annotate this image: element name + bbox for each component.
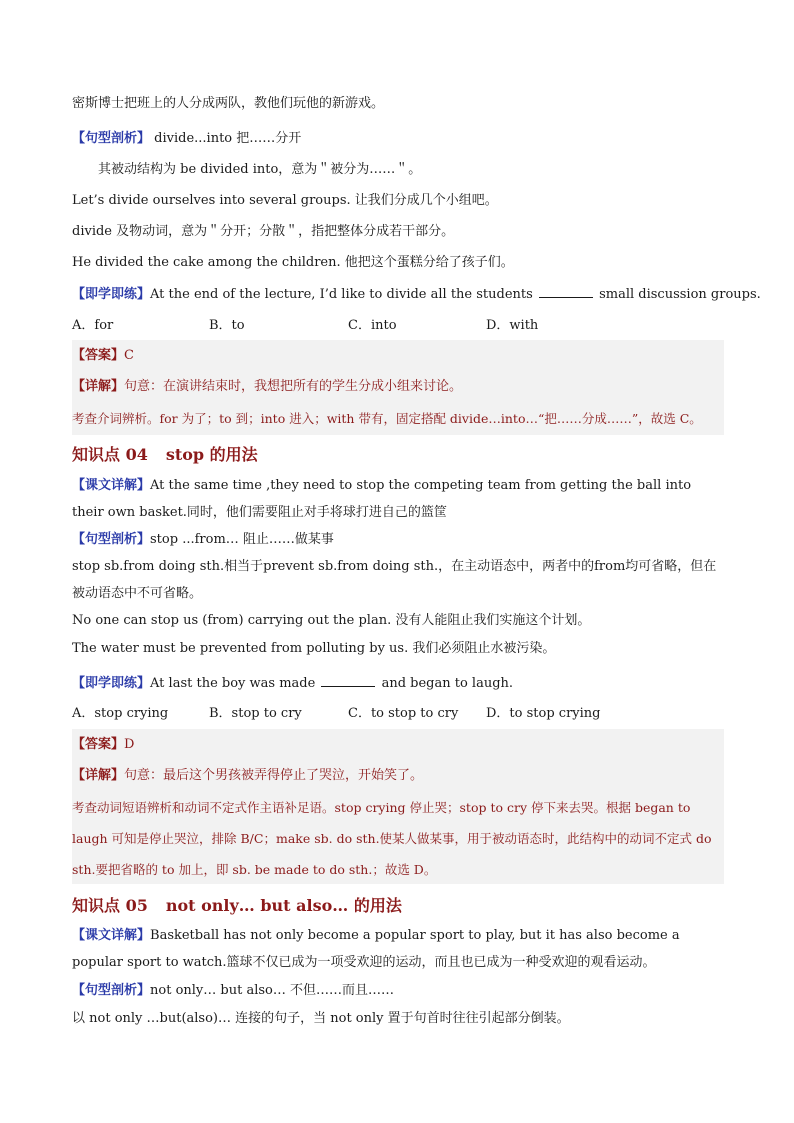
question-text: At last the boy was made — [150, 676, 316, 691]
heading-title: not only… but also… 的用法 — [165, 896, 402, 915]
text-tag: 【课文详解】 — [72, 478, 151, 493]
practice-tag: 【即学即练】 — [72, 676, 151, 691]
option-d: D．to stop crying — [486, 706, 601, 721]
pattern-analysis — [72, 531, 724, 549]
detail-line — [72, 767, 724, 785]
question-text: small discussion groups. — [599, 287, 761, 302]
example-sentence: Let’s divide ourselves into several groups. 让我们分成几个小组吧。 — [72, 193, 498, 208]
practice-question — [72, 285, 761, 304]
pattern-text: divide...into 把……分开 — [150, 131, 302, 146]
example-sentence: No one can stop us (from) carrying out the plan. 没有人能阻止我们实施这个计划。 — [72, 613, 591, 628]
detail-tag: 【详解】 — [72, 768, 125, 783]
example-sentence: He divided the cake among the children. 他把这个蛋糕分给了孩子们。 — [72, 255, 514, 270]
usage-note: 以 not only …but(also)… 连接的句子，当 not only 置于句首时往往引起部分倒装。 — [72, 1011, 570, 1026]
sentence-translation: 密斯博士把班上的人分成两队，教他们玩他的新游戏。 — [72, 96, 385, 111]
text-tag: 【课文详解】 — [72, 928, 151, 943]
option-d: D．with — [486, 318, 539, 333]
pattern-tag: 【句型剖析】 — [72, 131, 151, 146]
question-text: and began to laugh. — [381, 676, 514, 691]
example-sentence: The water must be prevented from polluting by us. 我们必须阻止水被污染。 — [72, 641, 556, 656]
detail-explanation: 考查动词短语辨析和动词不定式作主语补足语。stop crying 停止哭；stop to cry 停下来去哭。根据 began to laugh 可知是停止哭泣，排除 B/C；make sb. do sth.使某人做某事，用于被动语态时，此结构中的动词不定式 do sth.要把省略的 to 加上，即 sb. be made to do sth.；故选 D。 — [72, 800, 712, 877]
section-heading — [72, 895, 402, 917]
pattern-tag: 【句型剖析】 — [72, 983, 151, 998]
answer-tag: 【答案】 — [72, 348, 125, 363]
answer-blank — [539, 285, 593, 298]
detail-explanation: 考查介词辨析。for 为了；to 到；into 进入；with 带有，固定搭配 divide…into…“把……分成……”，故选 C。 — [72, 411, 702, 426]
practice-question — [72, 674, 724, 693]
option-b: B．stop to cry — [209, 706, 302, 721]
text-body: At the same time ,they need to stop the competing team from getting the ball into their own basket.同时，他们需要阻止对手将球打进自己的篮筐 — [72, 478, 692, 520]
passive-note: 其被动结构为 be divided into，意为＂被分为……＂。 — [98, 162, 422, 177]
option-a: A．for — [72, 318, 114, 333]
question-text: At the end of the lecture, I’d like to divide all the students — [150, 287, 533, 302]
detail-tag: 【详解】 — [72, 379, 125, 394]
pattern-text: not only… but also… 不但……而且…… — [150, 983, 394, 998]
usage-note: stop sb.from doing sth.相当于prevent sb.from doing sth.，在主动语态中，两者中的from均可省略，但在被动语态中不可省略。 — [72, 559, 717, 601]
pattern-text: stop ...from… 阻止……做某事 — [150, 532, 334, 547]
pattern-analysis — [72, 130, 724, 148]
text-explanation — [72, 472, 724, 526]
answer-line — [72, 347, 724, 365]
answer-line — [72, 736, 724, 754]
option-c: C．into — [348, 318, 397, 333]
usage-note: divide 及物动词，意为＂分开；分散＂，指把整体分成若干部分。 — [72, 224, 455, 239]
option-b: B．to — [209, 318, 245, 333]
option-a: A．stop crying — [72, 706, 169, 721]
pattern-analysis — [72, 982, 724, 1000]
detail-text: 句意：最后这个男孩被弄得停止了哭泣，开始笑了。 — [124, 768, 424, 783]
answer-value: C — [124, 348, 134, 363]
answer-tag: 【答案】 — [72, 737, 125, 752]
text-body: Basketball has not only become a popular sport to play, but it has also become a popular sport to watch.篮球不仅已成为一项受欢迎的运动，而且也已成为一种受欢迎的观看运动。 — [72, 928, 680, 970]
answer-blank — [321, 674, 375, 687]
detail-line — [72, 378, 724, 396]
heading-title: stop 的用法 — [165, 445, 258, 464]
pattern-tag: 【句型剖析】 — [72, 532, 151, 547]
heading-label: 知识点 04 — [72, 445, 148, 464]
section-heading — [72, 444, 258, 466]
heading-label: 知识点 05 — [72, 896, 148, 915]
practice-tag: 【即学即练】 — [72, 287, 151, 302]
detail-text: 句意：在演讲结束时，我想把所有的学生分成小组来讨论。 — [124, 379, 463, 394]
text-explanation — [72, 922, 724, 976]
option-c: C．to stop to cry — [348, 706, 459, 721]
answer-value: D — [124, 737, 135, 752]
